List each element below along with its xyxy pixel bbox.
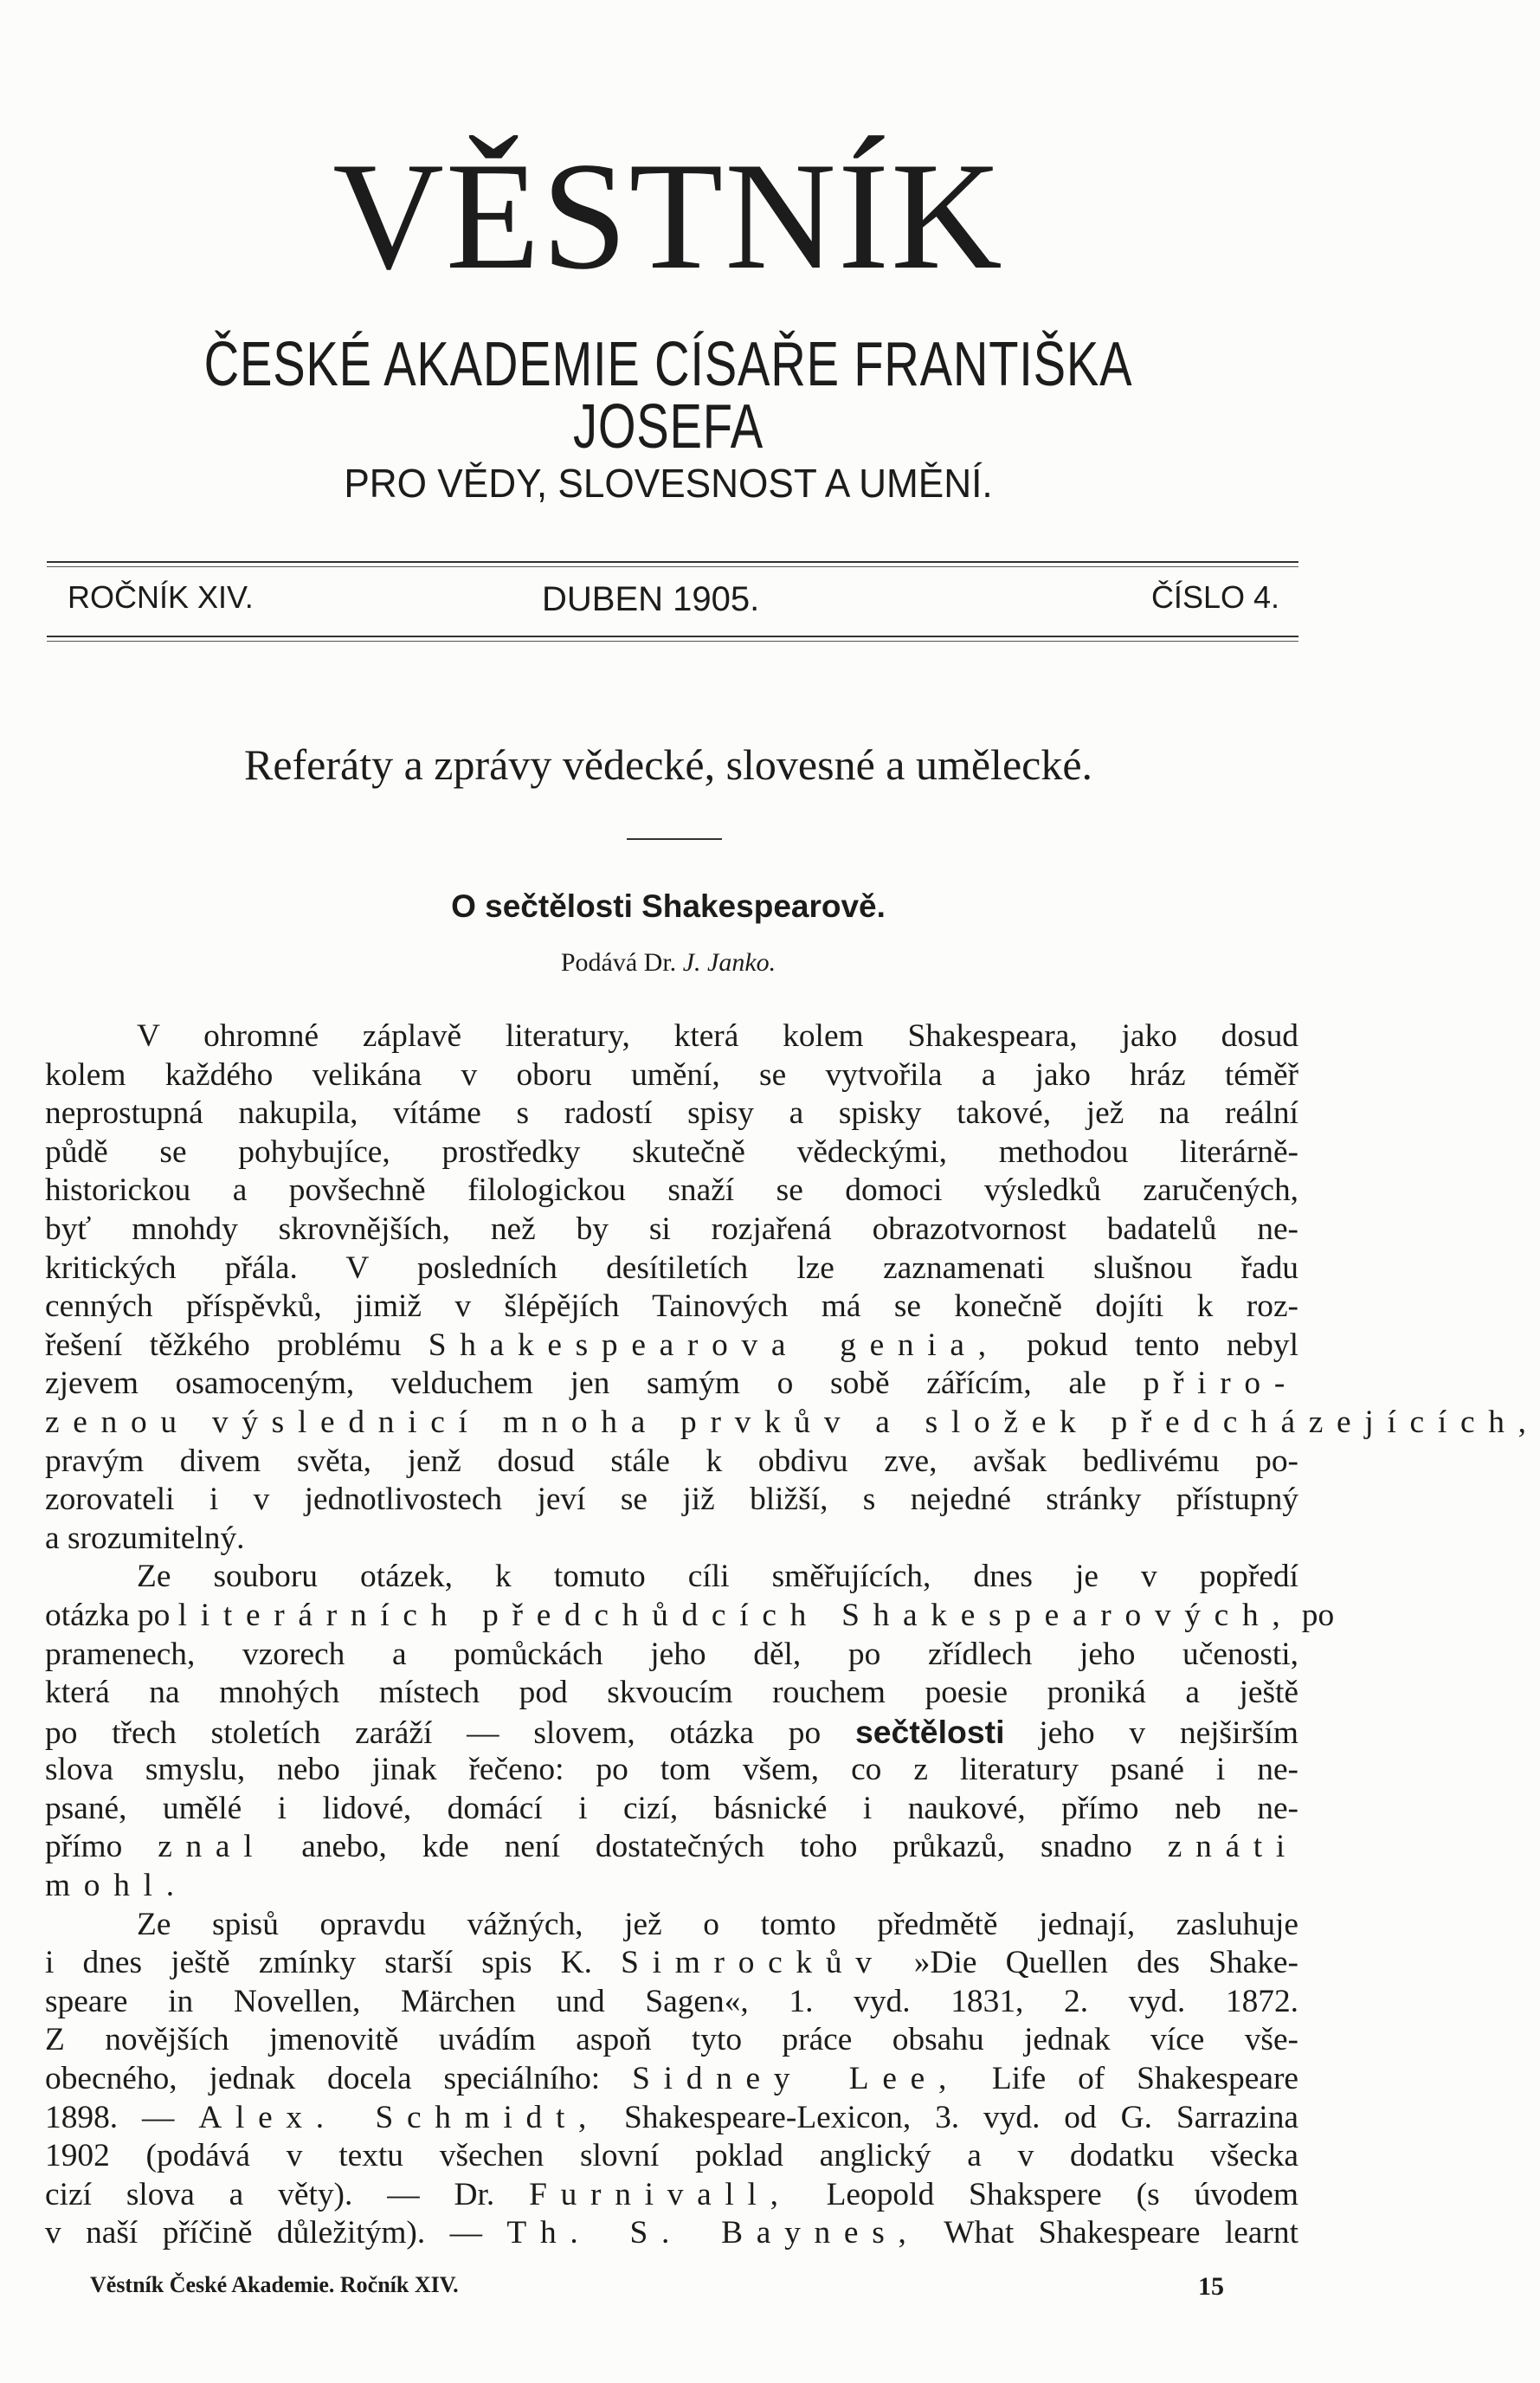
page-number: 15	[1198, 2272, 1224, 2301]
section-divider	[627, 838, 722, 840]
article-byline	[0, 950, 1337, 976]
body-line	[45, 1597, 1335, 1636]
byline-author: J. Janko.	[682, 948, 776, 977]
spaced-emphasis: Furnivall,	[529, 2176, 792, 2212]
journal-subtitle: ČESKÉ AKADEMIE CÍSAŘE FRANTIŠKA JOSEFA	[203, 330, 1133, 462]
body-line: cenných příspěvků, jimiž v šlépějích Tainových má se konečně dojíti k roz-	[45, 1288, 1298, 1325]
text-run: cizí slova a věty). — Dr.	[45, 2176, 495, 2212]
journal-scope: PRO VĚDY, SLOVESNOST A UMĚNÍ.	[344, 461, 993, 506]
body-line: slova smyslu, nebo jinak řečeno: po tom všem, co z literatury psané i ne-	[45, 1752, 1298, 1788]
body-line: byť mnohdy skrovnějších, než by si rozjařená obrazotvornost badatelů ne-	[45, 1211, 1298, 1247]
body-line: Ze spisů opravdu vážných, jež o tomto předmětě jednají, zasluhuje	[137, 1906, 1298, 1942]
body-line	[45, 1365, 1298, 1404]
body-line	[45, 2214, 1298, 2253]
spaced-emphasis: Th. S. Baynes,	[506, 2215, 920, 2251]
body-line	[45, 1713, 1298, 1752]
body-line	[45, 2099, 1298, 2138]
text-run: řešení těžkého problému	[45, 1327, 402, 1363]
footer-journal: Věstník České Akademie. Ročník XIV.	[90, 2272, 459, 2297]
body-line: historickou a povšechně filologickou snaží se domoci výsledků zaručených,	[45, 1172, 1298, 1209]
section-title: Referáty a zprávy vědecké, slovesné a umělecké.	[243, 740, 1093, 789]
text-run: Leopold Shakspere (s úvodem	[826, 2176, 1298, 2212]
text-run: po	[1301, 1597, 1335, 1633]
body-line: V ohromné záplavě literatury, která kolem Shakespeara, jako dosud	[137, 1018, 1298, 1054]
body-line	[45, 1944, 1298, 1983]
body-line: psané, umělé i lidové, domácí i cizí, básnické i naukové, přímo neb ne-	[45, 1790, 1298, 1826]
text-run: »Die Quellen des Shake-	[913, 1945, 1298, 1981]
text-run: přímo	[45, 1829, 123, 1865]
text-run: otázka po	[45, 1597, 171, 1633]
text-run: Shakespeare-Lexicon, 3. vyd. od G. Sarrazina	[624, 2099, 1298, 2135]
bold-emphasis: sečtělosti	[854, 1713, 1005, 1750]
body-line: a srozumitelný.	[45, 1520, 245, 1556]
spaced-emphasis: znáti	[1167, 1829, 1298, 1865]
body-line: půdě se pohybujíce, prostředky skutečně vědeckými, methodou literárně-	[45, 1133, 1298, 1170]
spaced-emphasis: znal	[158, 1829, 267, 1865]
body-line: zorovateli i v jednotlivostech jeví se již bližší, s nejedné stránky přístupný	[45, 1482, 1298, 1518]
text-run: What Shakespeare learnt	[944, 2215, 1298, 2251]
issue-number: ČÍSLO 4.	[1150, 579, 1279, 615]
body-line: speare in Novellen, Märchen und Sagen«, 1. vyd. 1831, 2. vyd. 1872.	[45, 1983, 1298, 2019]
body-line: mohl.	[45, 1868, 188, 1904]
byline-prefix: Podává Dr.	[560, 948, 677, 977]
body-line: která na mnohých místech pod skvoucím rouchem poesie proniká a ještě	[45, 1675, 1298, 1711]
body-line	[45, 1828, 1298, 1867]
article-title: O sečtělosti Shakespearově.	[451, 888, 886, 924]
text-run: Life of Shakespeare	[991, 2061, 1298, 2097]
spaced-emphasis: Alex. Schmidt,	[198, 2099, 601, 2135]
journal-title: VĚSTNÍK	[332, 130, 1004, 301]
article-body	[45, 1017, 1540, 2253]
spaced-emphasis: přiro-	[1143, 1366, 1298, 1402]
body-line	[45, 2176, 1298, 2215]
body-line: pramenech, vzorech a pomůckách jeho děl, po zřídlech jeho učenosti,	[45, 1636, 1298, 1672]
spaced-emphasis: Shakespearova genia,	[428, 1327, 1000, 1363]
body-line: pravým divem světa, jenž dosud stále k obdivu zve, avšak bedlivému po-	[45, 1443, 1298, 1479]
issue-volume: ROČNÍK XIV.	[68, 579, 254, 615]
body-line: kritických přála. V posledních desítiletích lze zaznamenati slušnou řadu	[45, 1250, 1298, 1286]
body-line: Z novějších jmenovitě uvádím aspoň tyto práce obsahu jednak více vše-	[45, 2022, 1298, 2058]
text-run: i dnes ještě zmínky starší spis K.	[45, 1945, 592, 1981]
body-line: neprostupná nakupila, vítáme s radostí spisy a spisky takové, jež na reální	[45, 1095, 1298, 1132]
text-run: obecného, jednak docela speciálního:	[45, 2061, 601, 2097]
body-line: 1902 (podává v textu všechen slovní poklad anglický a v dodatku všecka	[45, 2138, 1298, 2174]
bottom-double-rule	[47, 636, 1298, 637]
text-run: po třech stoletích zaráží — slovem, otázka po	[45, 1715, 822, 1751]
text-run: zjevem osamoceným, velduchem jen samým o sobě zářícím, ale	[45, 1366, 1106, 1402]
issue-date: DUBEN 1905.	[542, 580, 760, 618]
text-run: pokud tento nebyl	[1027, 1327, 1298, 1363]
body-line: Ze souboru otázek, k tomuto cíli směřujících, dnes je v popředí	[137, 1559, 1298, 1595]
body-line	[45, 2060, 1298, 2099]
spaced-emphasis: literárních předchůdcích Shakespearových,	[177, 1597, 1294, 1633]
text-run: jeho v nejširším	[1039, 1715, 1298, 1751]
text-run: v naší příčině důležitým). —	[45, 2215, 482, 2251]
body-line	[45, 1327, 1298, 1366]
body-line: zenou výslednicí mnoha prvkův a složek předcházejících,	[45, 1404, 1540, 1440]
text-run: anebo, kde není dostatečných toho průkazů, snadno	[301, 1829, 1132, 1865]
top-double-rule	[47, 561, 1298, 563]
body-line: kolem každého velikána v oboru umění, se vytvořila a jako hráz téměř	[45, 1056, 1298, 1093]
spaced-emphasis: Sidney Lee,	[632, 2061, 961, 2097]
text-run: 1898. —	[45, 2099, 175, 2135]
spaced-emphasis: Simrockův	[621, 1945, 886, 1981]
